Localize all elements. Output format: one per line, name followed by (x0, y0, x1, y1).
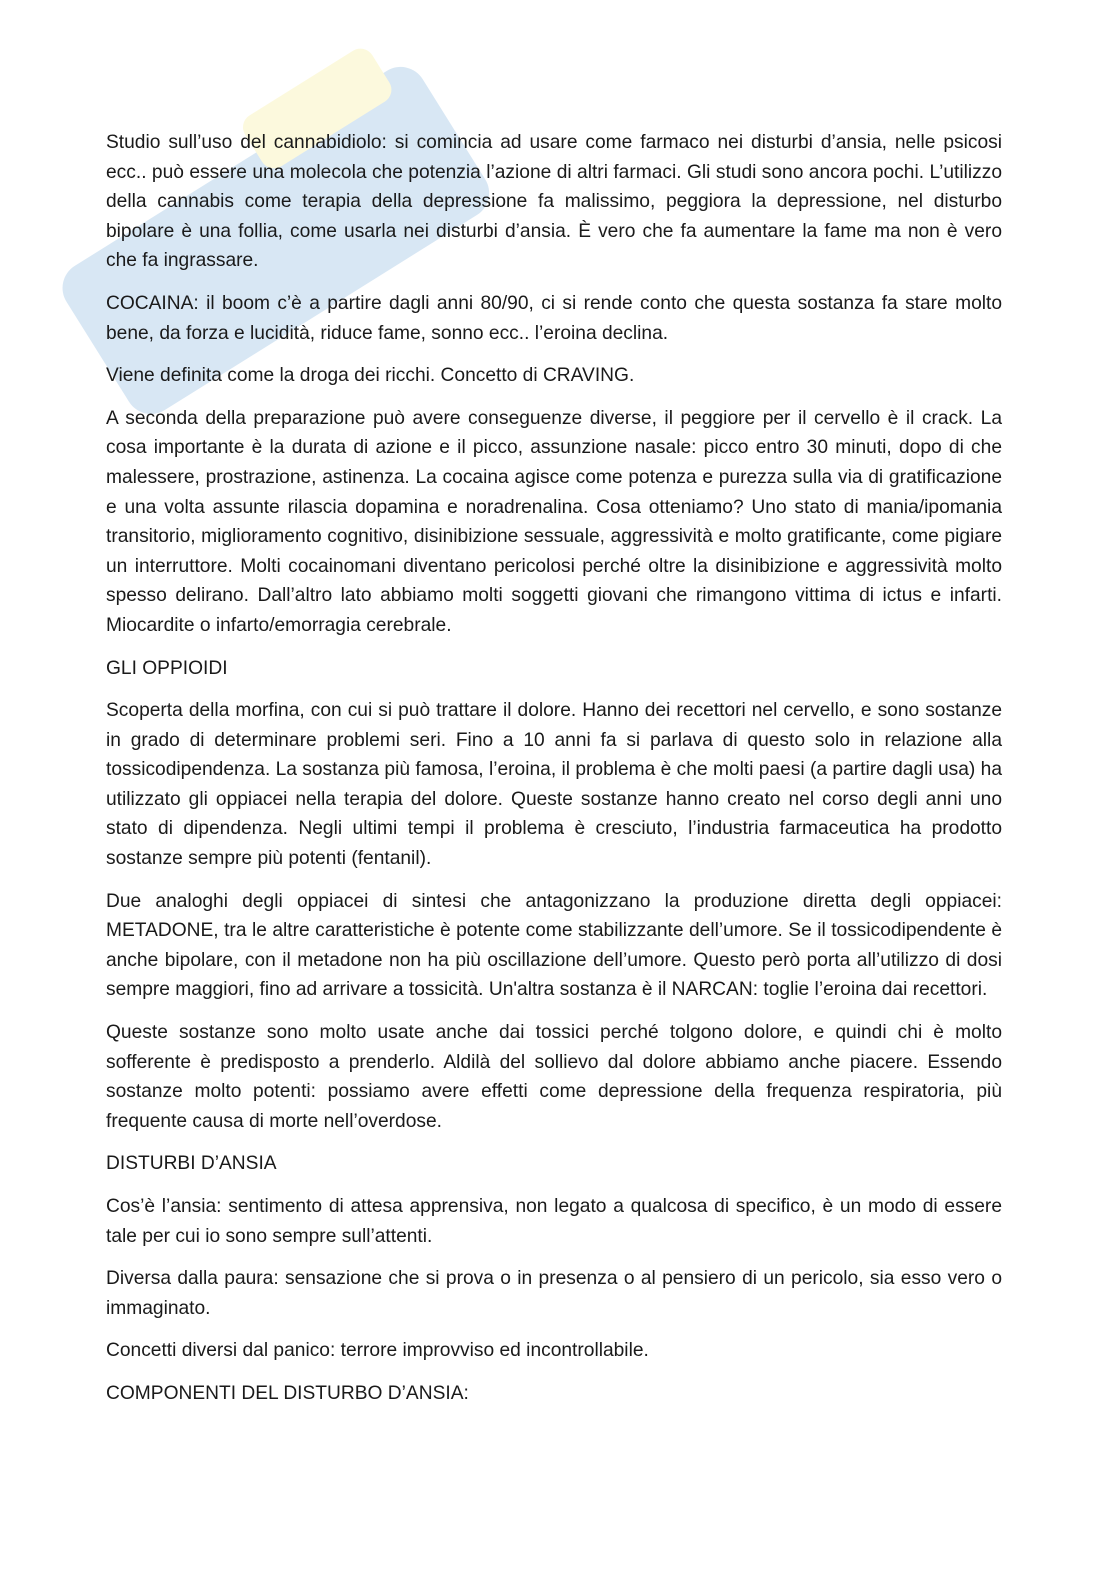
paragraph-cocaina: COCAINA: il boom c’è a partire dagli anni 80/90, ci si rende conto che questa sostanza fa stare molto bene, da forza e lucidità, riduce fame, sonno ecc.. l’eroina declina. (106, 292, 1002, 344)
document-body (106, 128, 1002, 1422)
heading-componenti: COMPONENTI DEL DISTURBO D’ANSIA: (106, 1382, 469, 1404)
paragraph-droga-dei-ricchi: Viene definita come la droga dei ricchi. Concetto di CRAVING. (106, 365, 635, 387)
paragraph-cannabidiolo: Studio sull’uso del cannabidiolo: si comincia ad usare come farmaco nei disturbi d’ansia, nelle psicosi ecc.. può essere una molecola che potenzia l’azione di altri farmaci. Gli studi sono ancora pochi. L’utilizzo della cannabis come terapia della depressione fa malissimo, peggiora la depressione, nel disturbo bipolare è una follia, come usarla nei disturbi d’ansia. È vero che fa aumentare la fame ma non è vero che fa ingrassare. (106, 132, 1002, 272)
paragraph-panico: Concetti diversi dal panico: terrore improvviso ed incontrollabile. (106, 1340, 649, 1362)
paragraph-ansia-definizione: Cos’è l’ansia: sentimento di attesa apprensiva, non legato a qualcosa di specifico, è un modo di essere tale per cui io sono sempre sull’attenti. (106, 1196, 1002, 1247)
paragraph-crack: A seconda della preparazione può avere conseguenze diverse, il peggiore per il cervello è il crack. La cosa importante è la durata di azione e il picco, assunzione nasale: picco entro 30 minuti, dopo di che malessere, prostrazione, astinenza. La cocaina agisce come potenza e purezza sulla via di gratificazione e una volta assunte rilascia dopamina e noradrenalina. Cosa otteniamo? Uno stato di mania/ipomania transitorio, miglioramento cognitivo, disinibizione sessuale, aggressività e molto gratificante, come pigiare un interruttore. Molti cocainomani diventano pericolosi perché oltre la disinibizione e aggressività molto spesso delirano. Dall’altro lato abbiamo molti soggetti giovani che rimangono vittima di ictus e infarti. Miocardite o infarto/emorragia cerebrale. (106, 407, 1002, 636)
paragraph-metadone: Due analoghi degli oppiacei di sintesi che antagonizzano la produzione diretta degli oppiacei: METADONE, tra le altre caratteristiche è potente come stabilizzante dell’umore. Se il tossicodipendente è anche bipolare, con il metadone non ha più oscillazione dell’umore. Questo però porta all’utilizzo di dosi sempre maggiori, fino ad arrivare a tossicità. Un'altra sostanza è il NARCAN: toglie l’eroina dai recettori. (106, 890, 1002, 1001)
paragraph-paura: Diversa dalla paura: sensazione che si prova o in presenza o al pensiero di un pericolo, sia esso vero o immaginato. (106, 1268, 1002, 1319)
heading-oppioidi: GLI OPPIOIDI (106, 657, 228, 679)
paragraph-overdose: Queste sostanze sono molto usate anche dai tossici perché tolgono dolore, e quindi chi è molto sofferente è predisposto a prenderlo. Aldilà del sollievo dal dolore abbiamo anche piacere. Essendo sostanze molto potenti: possiamo avere effetti come depressione della frequenza respiratoria, più frequente causa di morte nell’overdose. (106, 1022, 1002, 1132)
paragraph-morfina: Scoperta della morfina, con cui si può trattare il dolore. Hanno dei recettori nel cervello, e sono sostanze in grado di determinare problemi seri. Fino a 10 anni fa si parlava di questo solo in relazione alla tossicodipendenza. La sostanza più famosa, l’eroina, il problema è che molti paesi (a partire dagli usa) ha utilizzato gli oppiacei nella terapia del dolore. Queste sostanze hanno creato nel corso degli anni uno stato di dipendenza. Negli ultimi tempi il problema è cresciuto, l’industria farmaceutica ha prodotto sostanze sempre più potenti (fentanil). (106, 700, 1002, 870)
heading-disturbi-ansia: DISTURBI D’ANSIA (106, 1153, 277, 1175)
